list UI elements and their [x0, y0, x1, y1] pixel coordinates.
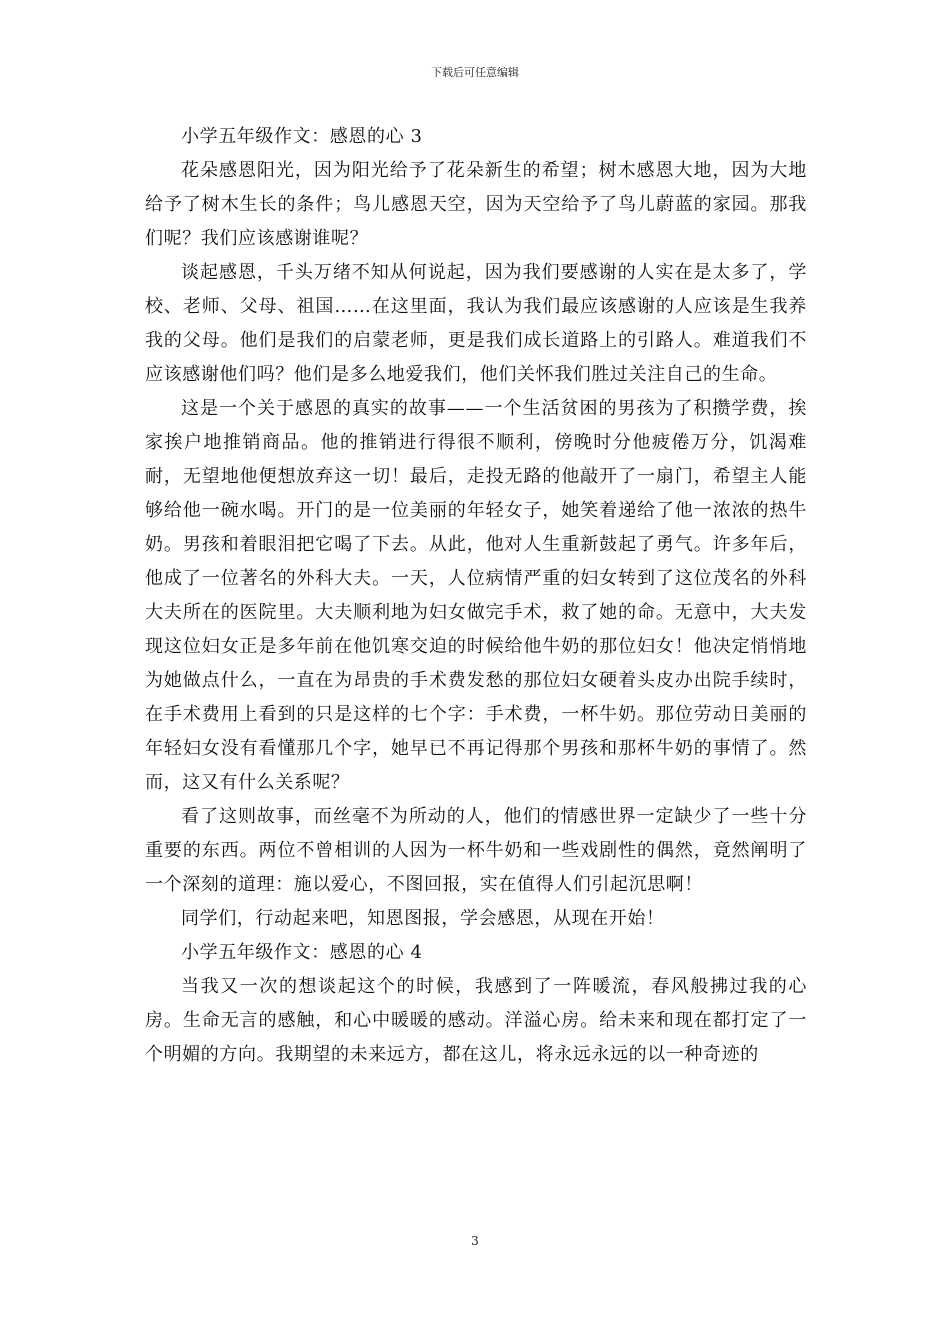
paragraph: 当我又一次的想谈起这个的时候，我感到了一阵暖流，春风般拂过我的心房。生命无言的感触，和心中暖暖的感动。洋溢心房。给未来和现在都打定了一个明媚的方向。我期望的未来远方，都在这儿，将永远永远的以一种奇迹的	[145, 976, 807, 1065]
paragraph: 谈起感恩，千头万绪不知从何说起，因为我们要感谢的人实在是太多了，学校、老师、父母、祖国……在这里面，我认为我们最应该感谢的人应该是生我养我的父母。他们是我们的启蒙老师，更是我们成长道路上的引路人。难道我们不应该感谢他们吗？他们是多么地爱我们，他们关怀我们胜过关注自己的生命。	[145, 262, 807, 385]
document-body	[145, 120, 807, 1072]
page-header: 下载后可任意编辑	[431, 66, 519, 79]
paragraph: 花朵感恩阳光，因为阳光给予了花朵新生的希望；树木感恩大地，因为大地给予了树木生长的条件；鸟儿感恩天空，因为天空给予了鸟儿蔚蓝的家园。那我们呢？我们应该感谢谁呢？	[145, 160, 807, 249]
page-number: 3	[471, 1234, 479, 1248]
paragraph: 看了这则故事，而丝毫不为所动的人，他们的情感世界一定缺少了一些十分重要的东西。两位不曾相训的人因为一杯牛奶和一些戏剧性的偶然，竟然阐明了一个深刻的道理：施以爱心，不图回报，实在值得人们引起沉思啊！	[145, 806, 807, 895]
paragraph: 这是一个关于感恩的真实的故事——一个生活贫困的男孩为了积攒学费，挨家挨户地推销商品。他的推销进行得很不顺利，傍晚时分他疲倦万分，饥渴难耐，无望地他便想放弃这一切！最后，走投无路的他敲开了一扇门，希望主人能够给他一碗水喝。开门的是一位美丽的年轻女子，她笑着递给了他一浓浓的热牛奶。男孩和着眼泪把它喝了下去。从此，他对人生重新鼓起了勇气。许多年后，他成了一位著名的外科大夫。一天，人位病情严重的妇女转到了这位茂名的外科大夫所在的医院里。大夫顺利地为妇女做完手术，救了她的命。无意中，大夫发现这位妇女正是多年前在他饥寒交迫的时候给他牛奶的那位妇女！他决定悄悄地为她做点什么，一直在为昂贵的手术费发愁的那位妇女硬着头皮办出院手续时，在手术费用上看到的只是这样的七个字：手术费，一杯牛奶。那位劳动日美丽的年轻妇女没有看懂那几个字，她早已不再记得那个男孩和那杯牛奶的事情了。然而，这又有什么关系呢？	[145, 398, 807, 793]
essay-title-4: 小学五年级作文：感恩的心 4	[181, 942, 423, 963]
paragraph: 同学们，行动起来吧，知恩图报，学会感恩，从现在开始！	[181, 908, 665, 929]
essay-title-3: 小学五年级作文：感恩的心 3	[181, 126, 423, 147]
